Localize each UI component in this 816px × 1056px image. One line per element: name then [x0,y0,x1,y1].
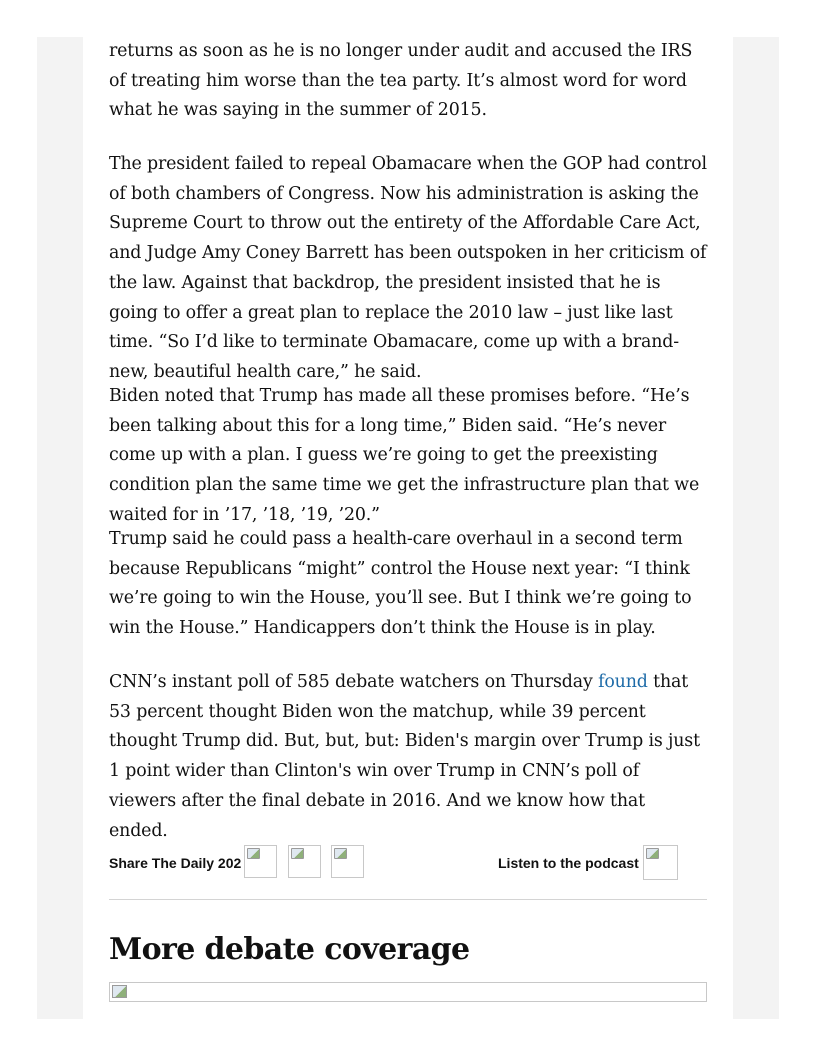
article-paragraph: Biden noted that Trump has made all these promises before. “He’s been talking about this for a long time,” Biden said. “He’s never come up with a plan. I guess we’re going to get the preexisting condition plan the same time we get the infrastructure plan that we waited for in ’17, ’18, ’19, ’20.” [109,386,700,525]
article-paragraph: returns as soon as he is no longer under audit and accused the IRS of treating him worse than the tea party. It’s almost word for word what he was saying in the summer of 2015. [109,41,693,121]
section-divider [109,899,707,900]
share-facebook-icon[interactable] [244,845,277,878]
article-paragraph: Trump said he could pass a health-care overhaul in a second term because Republicans “might” control the House next year: “I think we’re going to win the House, you’ll see. But I think we’re going to win the House.” Handicappers don’t think the House is in play. [109,529,692,639]
podcast-icon[interactable] [643,845,678,880]
article-paragraph-poll [109,668,707,846]
share-row [109,844,707,882]
article-paragraph: The president failed to repeal Obamacare when the GOP had control of both chambers of Congress. Now his administration is asking the Supreme Court to throw out the entirety of the Affordable Care Act, and Judge Amy Coney Barrett has been outspoken in her criticism of the law. Against that backdrop, the president insisted that he is going to offer a great plan to replace the 2010 law – just like last time. “So I’d like to terminate Obamacare, come up with a brand-new, beautiful health care,” he said. [109,154,707,382]
share-twitter-icon[interactable] [288,845,321,878]
share-label: Share The Daily 202 [109,855,242,871]
share-email-icon[interactable] [331,845,364,878]
paragraph-text: CNN’s instant poll of 585 debate watchers on Thursday [109,672,599,692]
paragraph-text: that 53 percent thought Biden won the matchup, while 39 percent thought Trump did. But, but, but: Biden's margin over Trump is just 1 point wider than Clinton's win over Trump in CNN’s poll of viewers after the final debate in 2016. And we know how that ended. [109,672,700,841]
debate-coverage-image[interactable] [109,982,707,1002]
newsletter-body [83,37,733,1019]
more-coverage-heading: More debate coverage [109,932,470,967]
found-link[interactable]: found [598,672,648,692]
podcast-label: Listen to the podcast [498,855,639,871]
